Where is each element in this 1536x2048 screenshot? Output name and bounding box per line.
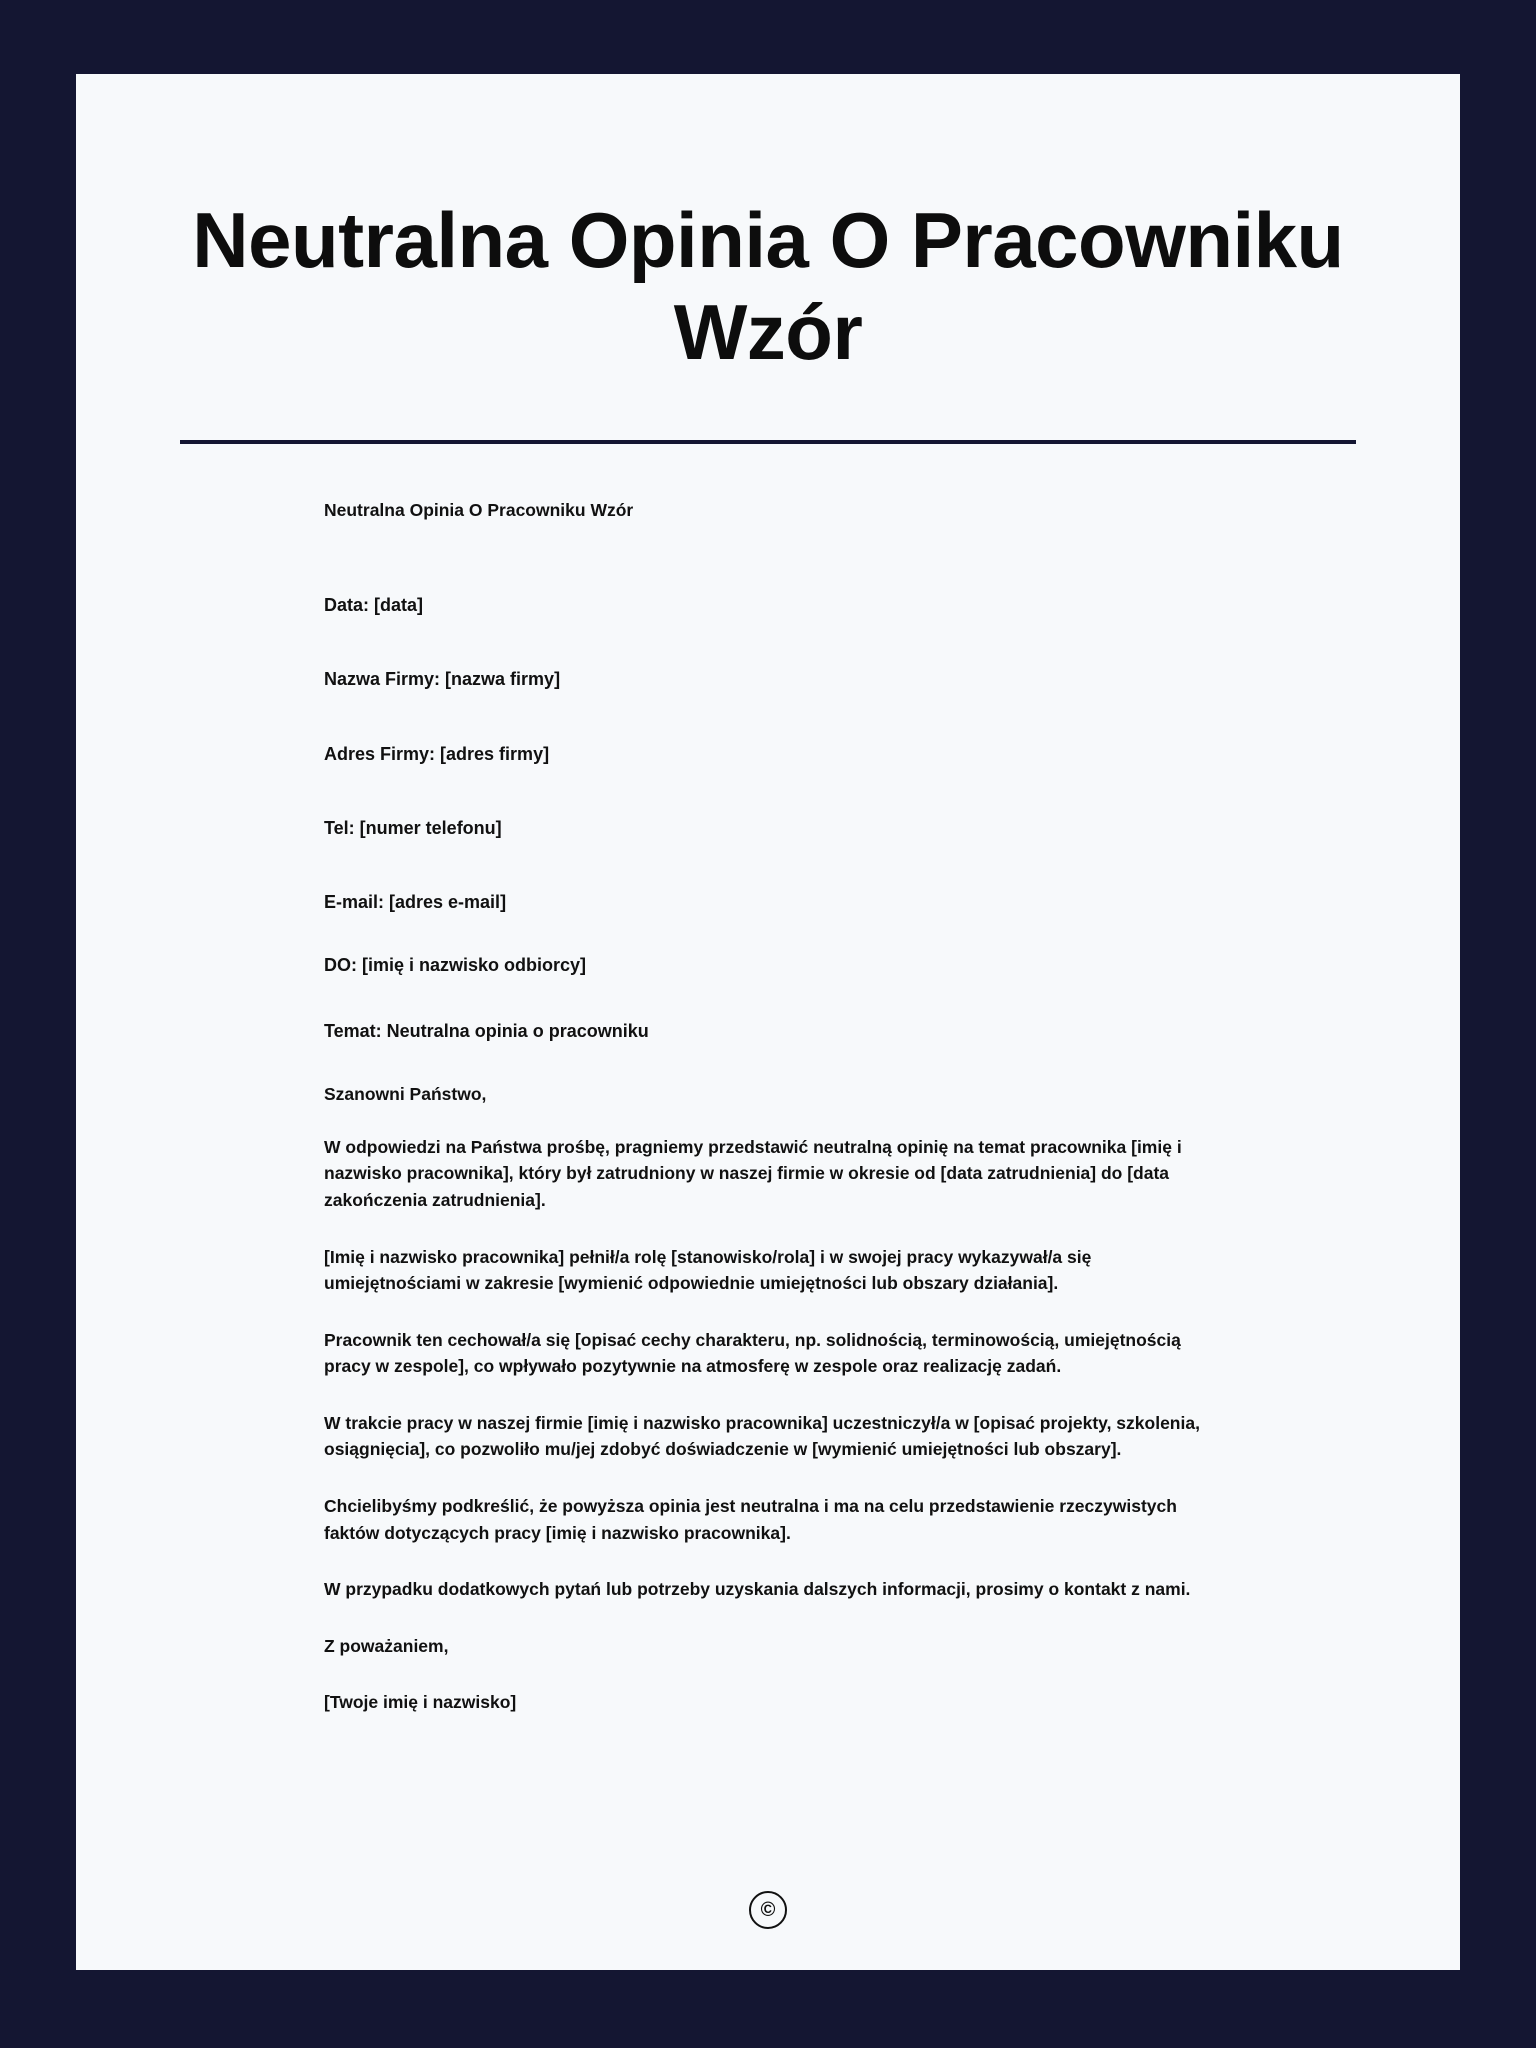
body-paragraph: W odpowiedzi na Państwa prośbę, pragniemy przedstawić neutralną opinię na temat pracownika [imię i nazwisko pracownika], który był zatrudniony w naszej firmie w okresie od [data zatrudnienia] do [data zakończenia zatrudnienia].	[324, 1136, 1182, 1210]
document-footer	[76, 1850, 1460, 1970]
document-subtitle: Neutralna Opinia O Pracowniku Wzór	[324, 500, 634, 521]
body-paragraph: W trakcie pracy w naszej firmie [imię i nazwisko pracownika] uczestniczył/a w [opisać projekty, szkolenia, osiągnięcia], co pozwoliło mu/jej zdobyć doświadczenie w [wymienić umiejętności lub obszary].	[324, 1412, 1200, 1460]
body-paragraph: Chcielibyśmy podkreślić, że powyższa opinia jest neutralna i ma na celu przedstawienie rzeczywistych faktów dotyczących pracy [imię i nazwisko pracownika].	[324, 1496, 1177, 1543]
field-company-name: Nazwa Firmy: [nazwa firmy]	[324, 669, 561, 690]
field-subject: Temat: Neutralna opinia o pracowniku	[324, 1020, 649, 1041]
body-paragraph: W przypadku dodatkowych pytań lub potrzeby uzyskania dalszych informacji, prosimy o kontakt z nami.	[324, 1579, 1191, 1600]
field-email: E-mail: [adres e-mail]	[324, 892, 507, 913]
copyright-icon: ©	[749, 1891, 787, 1929]
field-recipient: DO: [imię i nazwisko odbiorcy]	[324, 954, 587, 975]
field-date: Data: [data]	[324, 595, 424, 616]
salutation: Szanowni Państwo,	[324, 1084, 487, 1105]
closing: Z poważaniem,	[324, 1635, 449, 1656]
signature: [Twoje imię i nazwisko]	[324, 1692, 517, 1713]
field-phone: Tel: [numer telefonu]	[324, 817, 502, 838]
field-company-address: Adres Firmy: [adres firmy]	[324, 743, 550, 764]
document-body	[76, 444, 1460, 1850]
title-block	[76, 74, 1460, 444]
document-sheet	[76, 74, 1460, 1970]
page-title: Neutralna Opinia O Pracowniku Wzór	[192, 196, 1344, 377]
body-paragraph: [Imię i nazwisko pracownika] pełnił/a rolę [stanowisko/rola] i w swojej pracy wykazywał/a się umiejętnościami w zakresie [wymienić odpowiednie umiejętności lub obszary działania].	[324, 1246, 1092, 1294]
body-paragraph: Pracownik ten cechował/a się [opisać cechy charakteru, np. solidnością, terminowością, umiejętnością pracy w zespole], co wpływało pozytywnie na atmosferę w zespole oraz realizację zadań.	[324, 1329, 1181, 1377]
